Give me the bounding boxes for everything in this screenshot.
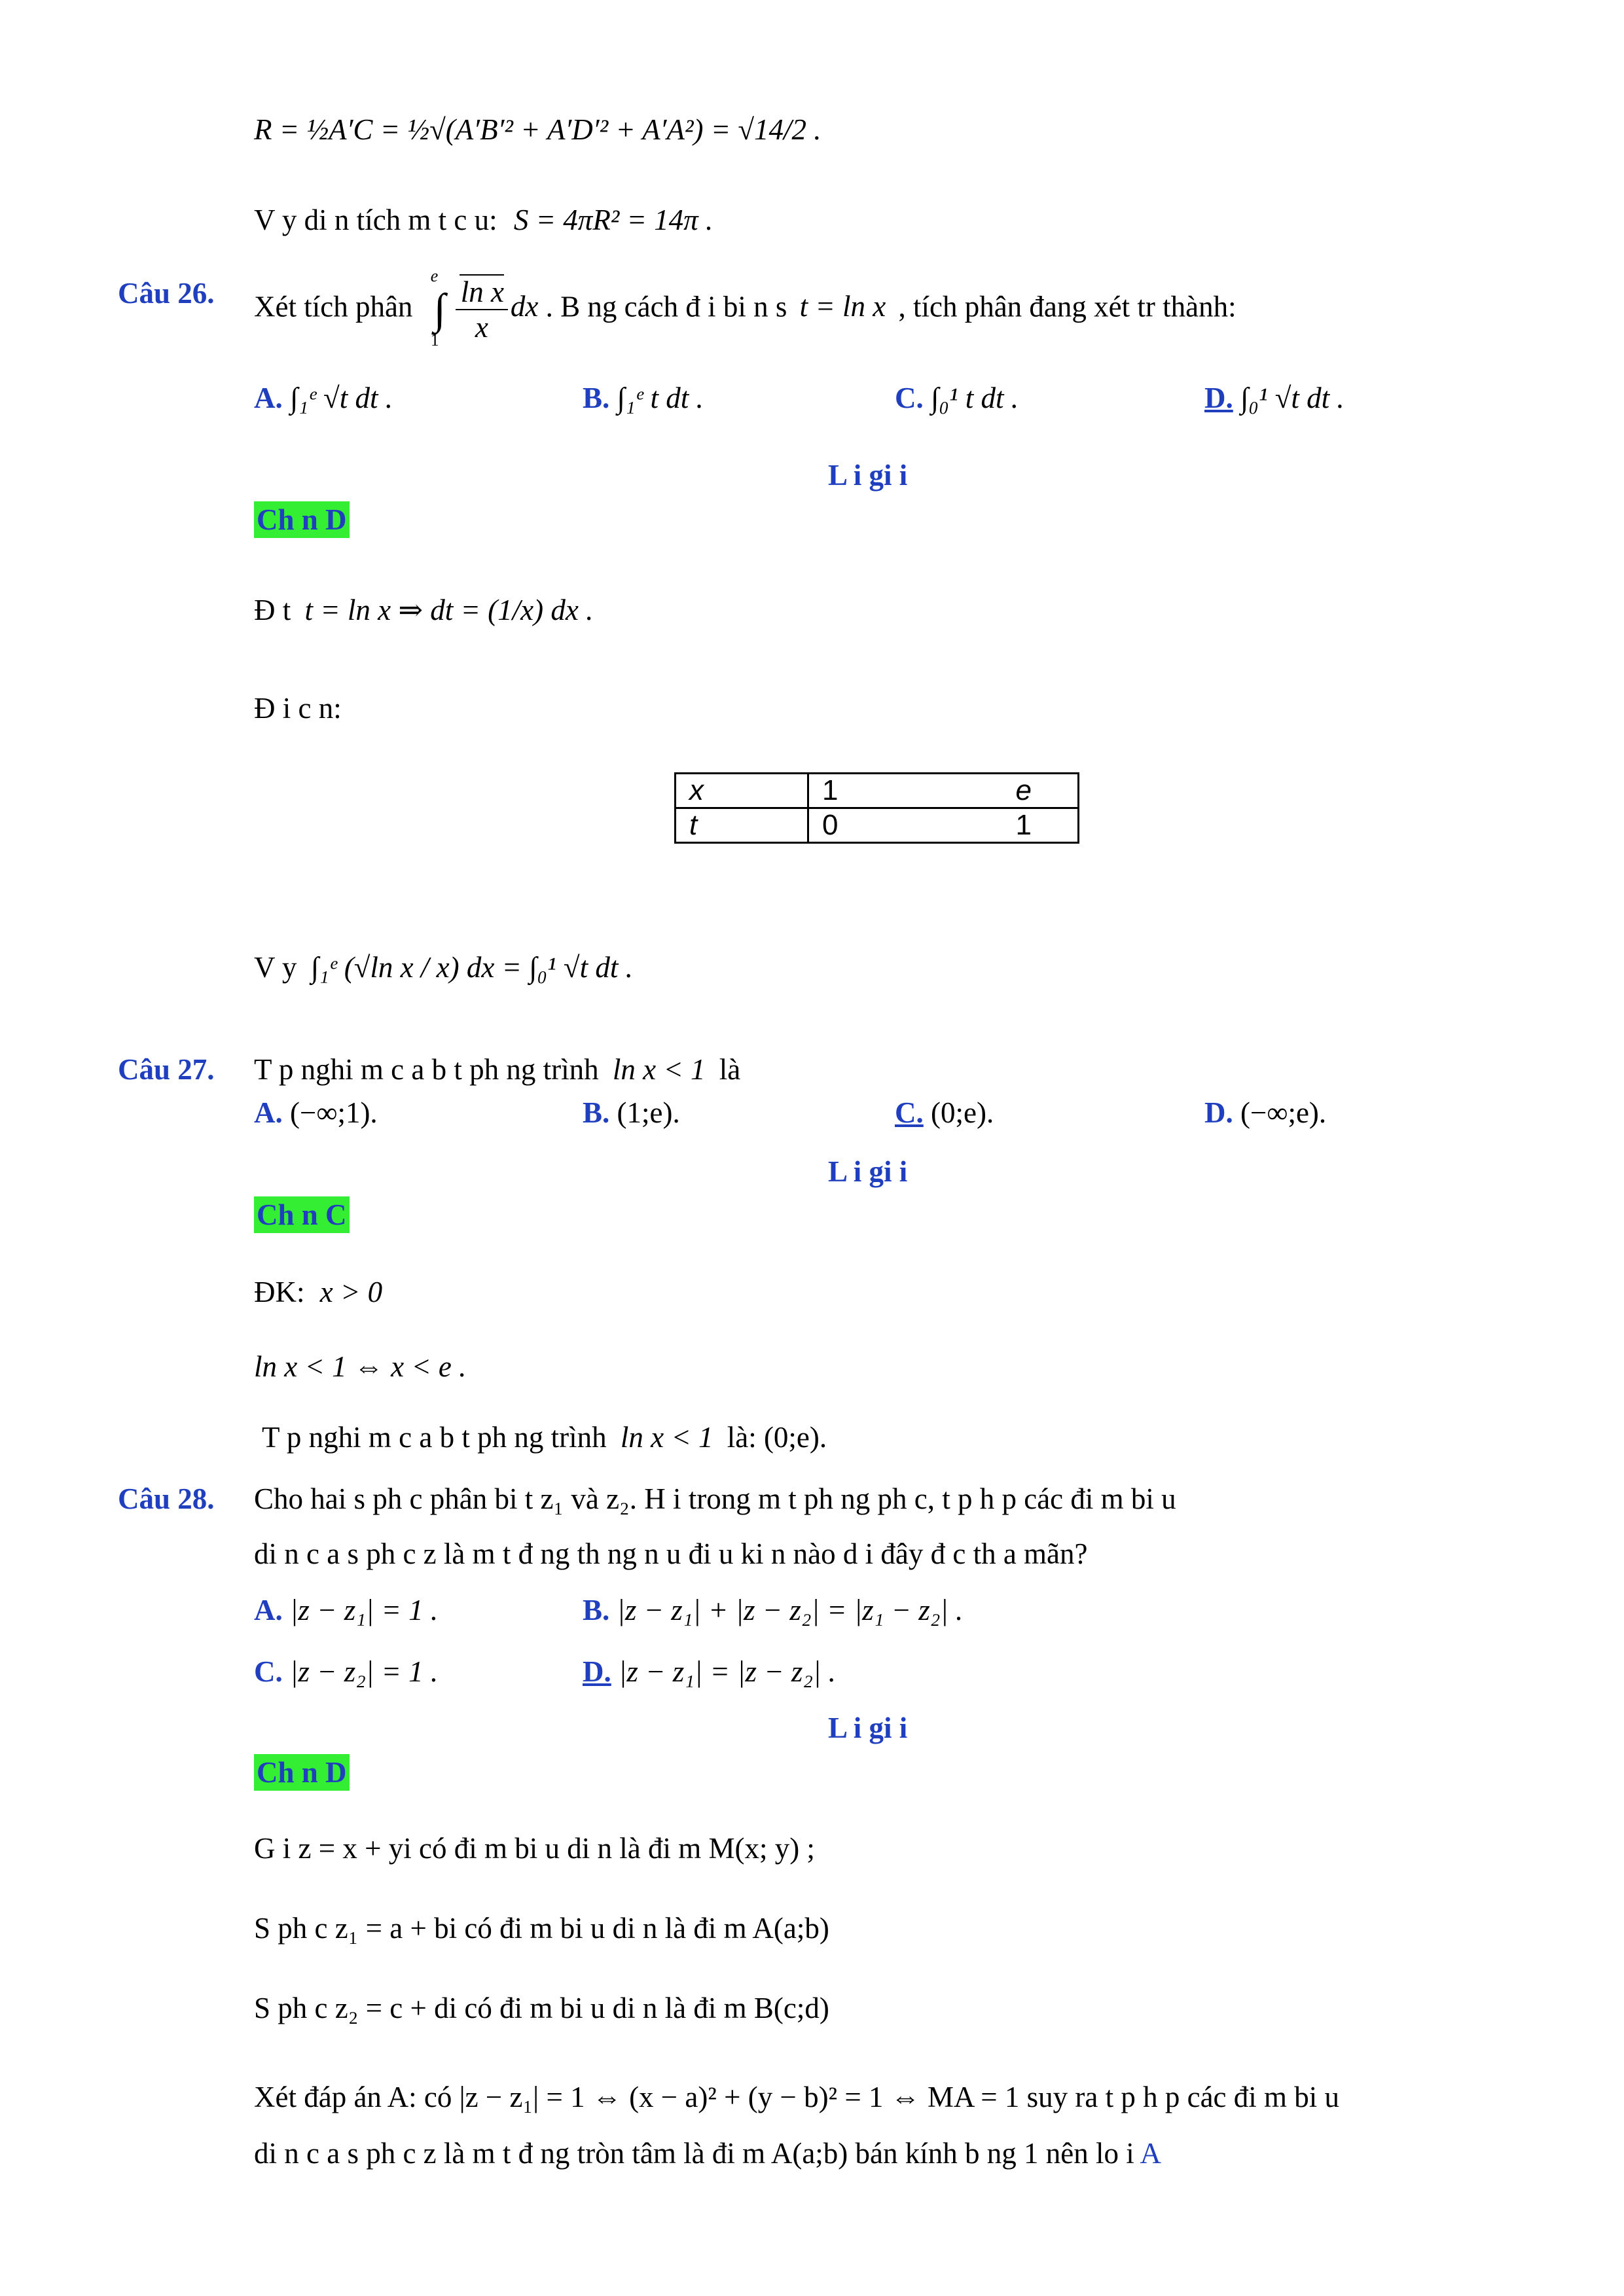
question-27-number: Câu 27. — [118, 1053, 215, 1086]
q26-option-d[interactable] — [1204, 380, 1344, 416]
table-cell-value: 1 — [1015, 809, 1032, 841]
option-label: A. — [254, 1594, 283, 1626]
table-cell — [808, 808, 1079, 843]
q28-solution-line-5 — [254, 2135, 1161, 2172]
question-28-stem-line-1: Cho hai s ph c phân bi t z₁ và z₂. H i trong m t ph ng ph c, t p h p các đi m bi u — [254, 1482, 1176, 1515]
q27-stem-expr: ln x < 1 — [612, 1053, 706, 1086]
q26-stem-c: , tích phân đang xét tr thành: — [898, 290, 1236, 323]
option-expression: ∫₁ᵉ t dt . — [617, 382, 704, 414]
q26-solution-title: L i gi i — [828, 459, 908, 492]
table-cell-value: 0 — [822, 809, 839, 841]
option-expression: (−∞;e). — [1240, 1096, 1327, 1129]
q26-stem-b: . B ng cách đ i bi n s — [545, 290, 787, 323]
option-label: C. — [254, 1655, 283, 1688]
condition-expr: x > 0 — [319, 1276, 383, 1308]
q27-option-d[interactable] — [1204, 1094, 1326, 1131]
q26-step-2: Đ i c n: — [254, 692, 342, 725]
conclusion-text: T p nghi m c a b t ph ng trình — [262, 1421, 607, 1454]
q26-option-a[interactable] — [254, 380, 393, 416]
option-expression: ∫₀¹ √t dt . — [1240, 382, 1344, 414]
q27-solution-title: L i gi i — [828, 1155, 908, 1188]
question-27-stem — [254, 1051, 740, 1088]
question-26-number: Câu 26. — [118, 277, 215, 310]
q26-option-c[interactable] — [895, 380, 1019, 416]
radius-formula: R = ½A′C = ½√(A′B′² + A′D′² + A′A²) = √14/2 . — [254, 113, 821, 146]
option-label: C. — [895, 382, 924, 414]
q26-step-1 — [254, 592, 593, 628]
q28-solution-title: L i gi i — [828, 1712, 908, 1744]
sphere-area-formula: S = 4πR² = 14π . — [513, 204, 713, 236]
option-expression: |z − z₂| = 1 . — [290, 1655, 439, 1688]
q26-substitution: t = ln x — [799, 290, 886, 323]
q26-integral-expression: ∫ e 1 $\frac{\text{ln x}}{x}$ dx — [427, 290, 546, 323]
q27-stem-text: T p nghi m c a b t ph ng trình — [254, 1053, 599, 1086]
q28-option-d[interactable] — [583, 1653, 836, 1690]
option-label: B. — [583, 1594, 610, 1626]
q26-answer-badge: Ch n D — [254, 501, 350, 538]
q28-option-b[interactable] — [583, 1592, 963, 1628]
conclusion-label: V y — [254, 951, 297, 984]
option-expression: ∫₁ᵉ √t dt . — [290, 382, 393, 414]
q28-solution-line-4: Xét đáp án A: có |z − z₁| = 1 ⇔ (x − a)² + (y − b)² = 1 ⇔ MA = 1 suy ra t p h p các đi m bi u — [254, 2081, 1340, 2113]
question-28-number: Câu 28. — [118, 1482, 215, 1515]
q27-option-b[interactable] — [583, 1094, 680, 1131]
q26-conclusion — [254, 949, 633, 986]
q26-stem-a: Xét tích phân — [254, 290, 413, 323]
option-expression: ∫₀¹ t dt . — [931, 382, 1019, 414]
step-formula: t = ln x ⇒ dt = (1/x) dx . — [304, 594, 594, 626]
table-cell-value: 1 — [822, 774, 839, 806]
question-28-stem-line-2: di n c a s ph c z là m t đ ng th ng n u đi u ki n nào d i đây đ c th a mãn? — [254, 1537, 1088, 1570]
option-label: A. — [254, 382, 283, 414]
line-text: di n c a s ph c z là m t đ ng tròn tâm là đi m A(a;b) bán kính b ng 1 nên lo i — [254, 2137, 1134, 2170]
option-label-correct: D. — [583, 1655, 611, 1688]
option-expression: (−∞;1). — [290, 1096, 378, 1129]
step-label: Đ t — [254, 594, 291, 626]
bounds-change-table — [674, 772, 1079, 844]
table-cell: t — [676, 808, 808, 843]
table-cell-value: e — [1015, 774, 1032, 806]
q28-option-a[interactable] — [254, 1592, 438, 1628]
q28-option-c[interactable] — [254, 1653, 438, 1690]
option-label-correct: D. — [1204, 382, 1233, 414]
condition-label: ĐK: — [254, 1276, 305, 1308]
option-expression: (0;e). — [931, 1096, 994, 1129]
q28-solution-line-3: S ph c z₂ = c + di có đi m bi u di n là đi m B(c;d) — [254, 1992, 829, 2024]
table-row — [676, 808, 1079, 843]
q27-answer-badge: Ch n C — [254, 1196, 350, 1233]
q27-option-a[interactable] — [254, 1094, 378, 1131]
option-label: B. — [583, 382, 610, 414]
q28-answer-badge: Ch n D — [254, 1754, 350, 1791]
option-expression: |z − z₁| + |z − z₂| = |z₁ − z₂| . — [617, 1594, 964, 1626]
q27-stem-end: là — [719, 1053, 741, 1086]
table-cell — [808, 774, 1079, 808]
sphere-area-line — [254, 202, 713, 238]
option-label: A. — [254, 1096, 283, 1129]
q27-condition — [254, 1274, 382, 1310]
table-row — [676, 774, 1079, 808]
option-label: B. — [583, 1096, 610, 1129]
q27-conclusion — [262, 1419, 827, 1456]
option-expression: (1;e). — [617, 1096, 680, 1129]
table-cell: x — [676, 774, 808, 808]
q27-step: ln x < 1 ⇔ x < e . — [254, 1350, 467, 1383]
excluded-option-letter: A — [1140, 2137, 1162, 2170]
option-label: D. — [1204, 1096, 1233, 1129]
conclusion-expr: ln x < 1 — [620, 1421, 713, 1454]
sphere-area-text: V y di n tích m t c u: — [254, 204, 497, 236]
integral-sign-icon: ∫ e 1 — [430, 266, 446, 350]
q28-solution-line-2: S ph c z₁ = a + bi có đi m bi u di n là đi m A(a;b) — [254, 1912, 829, 1945]
q27-option-c[interactable] — [895, 1094, 994, 1131]
q26-option-b[interactable] — [583, 380, 704, 416]
option-label-correct: C. — [895, 1096, 924, 1129]
option-expression: |z − z₁| = |z − z₂| . — [619, 1655, 836, 1688]
question-26-stem — [254, 266, 1236, 350]
q28-solution-line-1: G i z = x + yi có đi m bi u di n là đi m M(x; y) ; — [254, 1832, 815, 1865]
conclusion-end: là: (0;e). — [727, 1421, 827, 1454]
option-expression: |z − z₁| = 1 . — [290, 1594, 439, 1626]
conclusion-formula: ∫₁ᵉ (√ln x / x) dx = ∫₀¹ √t dt . — [310, 951, 633, 984]
